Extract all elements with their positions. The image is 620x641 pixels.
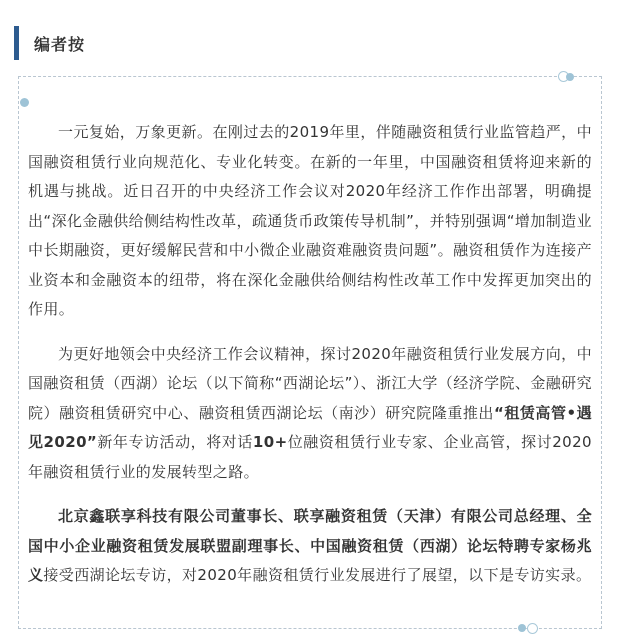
paragraph-interviewee bbox=[28, 502, 592, 591]
paragraph-event bbox=[28, 340, 592, 488]
frame-ornament-bottom-right bbox=[514, 622, 554, 636]
ring-ornament-icon bbox=[527, 623, 538, 634]
interviewee-credentials: 北京鑫联享科技有限公司董事长、联享融资租赁（天津）有限公司总经理、全国中小企业融资租赁发展联盟副理事长、中国融资租赁（西湖）论坛特聘专家杨兆义 bbox=[28, 507, 592, 584]
paragraph-text: 接受西湖论坛专访，对2020年融资租赁行业发展进行了展望，以下是专访实录。 bbox=[43, 566, 592, 584]
event-title: “租赁高管•遇见2020” bbox=[28, 403, 592, 451]
dot-ornament-icon bbox=[20, 98, 29, 107]
header-title: 编者按 bbox=[34, 35, 86, 54]
frame-ornament-top-right bbox=[554, 70, 594, 84]
expert-count: 10+ bbox=[252, 433, 288, 451]
header-accent-bar bbox=[14, 26, 19, 60]
paragraph-text: 为更好地领会中央经济工作会议精神，探讨2020年融资租赁行业发展方向，中国融资租赁（西湖）论坛（以下简称“西湖论坛”）、浙江大学（经济学院、金融研究院）融资租赁研究中心、融资租赁西湖论坛（南沙）研究院隆重推出 bbox=[28, 344, 592, 422]
dot-ornament-icon bbox=[566, 73, 574, 81]
paragraph-intro: 一元复始，万象更新。在刚过去的2019年里，伴随融资租赁行业监管趋严，中国融资租赁行业向规范化、专业化转变。在新的一年里，中国融资租赁将迎来新的机遇与挑战。近日召开的中央经济工作会议对2020年经济工作作出部署，明确提出“深化金融供给侧结构性改革，疏通货币政策传导机制”，并特别强调“增加制造业中长期融资，更好缓解民营和中小微企业融资难融资贵问题”。融资租赁作为连接产业资本和金融资本的纽带，将在深化金融供给侧结构性改革工作中发挥更加突出的作用。 bbox=[28, 123, 592, 318]
frame-ornament-left bbox=[20, 98, 60, 112]
paragraph-text: 新年专访活动，将对话 bbox=[97, 433, 253, 451]
editor-note-header bbox=[14, 26, 314, 60]
dot-ornament-icon bbox=[518, 624, 526, 632]
article-body bbox=[28, 118, 592, 591]
paragraph-text: 位融资租赁行业专家、企业高管，探讨2020年融资租赁行业的发展转型之路。 bbox=[28, 433, 592, 481]
